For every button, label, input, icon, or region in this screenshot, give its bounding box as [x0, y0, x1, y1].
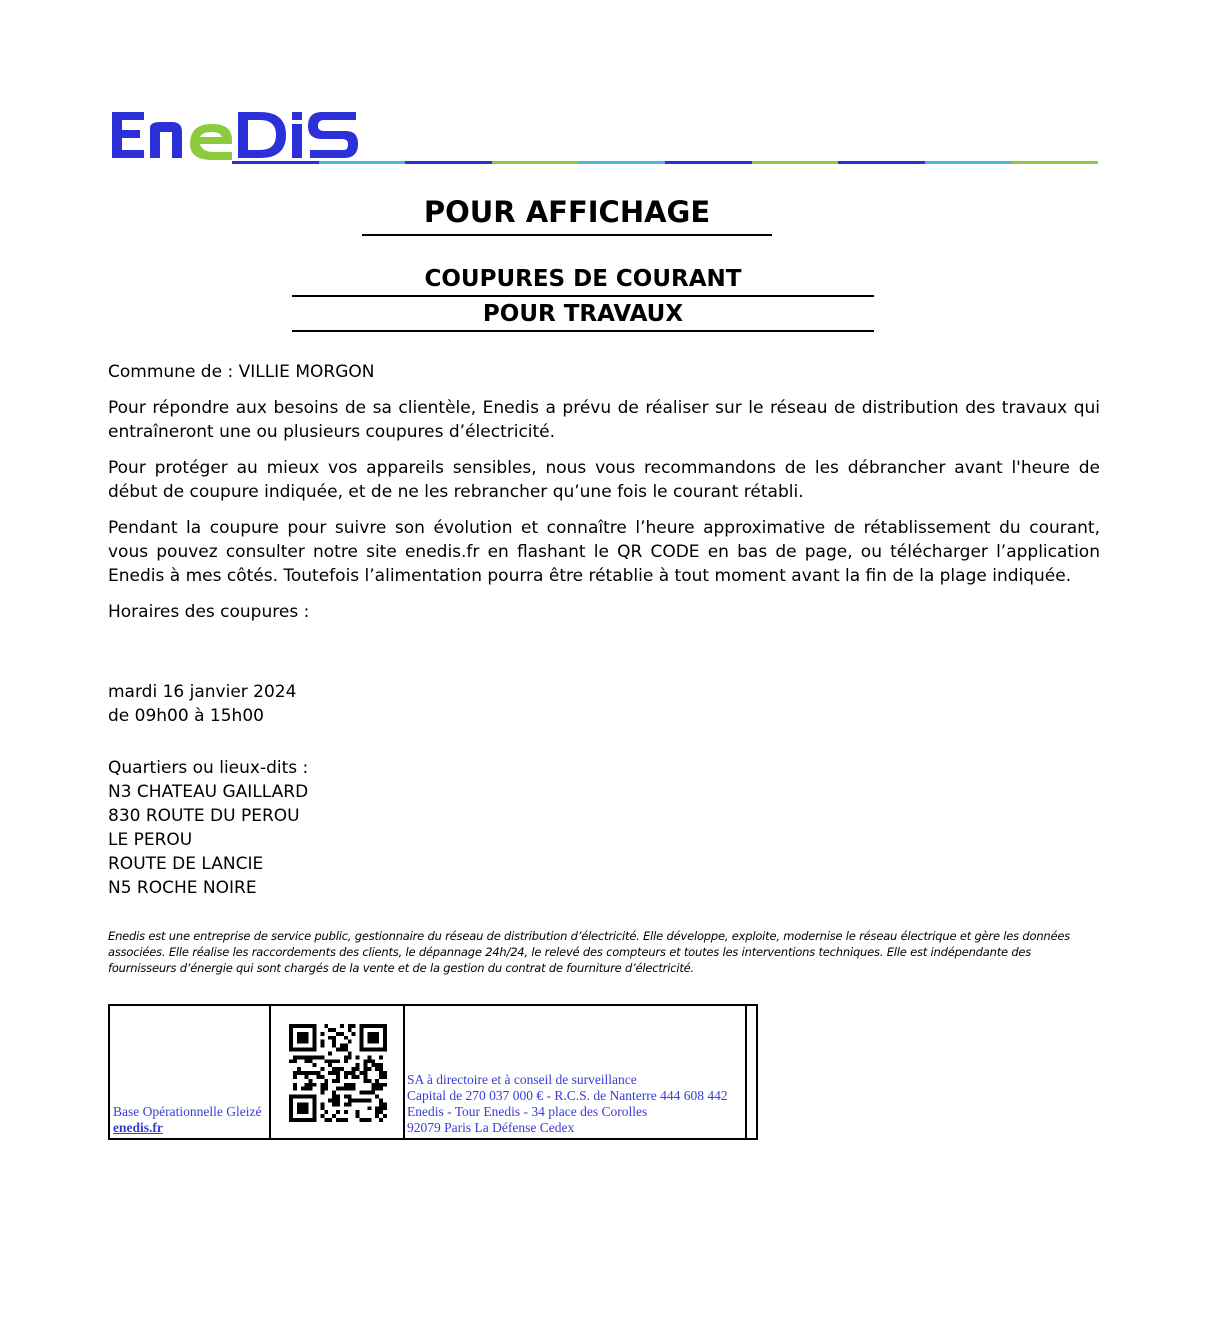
stripe-segment	[492, 161, 579, 164]
legal-line-2: Capital de 270 037 000 € - R.C.S. de Nanterre 444 608 442	[407, 1088, 728, 1103]
outage-time: de 09h00 à 15h00	[108, 706, 264, 726]
stripe-segment	[925, 161, 1012, 164]
stripe-segment	[232, 161, 319, 164]
qr-code-icon[interactable]	[289, 1024, 387, 1122]
place-item: 830 ROUTE DU PEROU	[108, 806, 300, 826]
footer-table	[108, 1004, 758, 1140]
place-item: LE PEROU	[108, 830, 193, 850]
footer-legal-cell	[405, 1006, 747, 1138]
footer-empty-cell	[747, 1006, 756, 1138]
intro-paragraph: Pour répondre aux besoins de sa clientèle, Enedis a prévu de réaliser sur le réseau de distribution des travaux qui entraîneront une ou plusieurs coupures d’électricité.	[108, 398, 1100, 442]
website-link[interactable]: enedis.fr	[113, 1120, 163, 1135]
stripe-segment	[665, 161, 752, 164]
commune-label: Commune de : VILLIE MORGON	[108, 362, 375, 382]
brand-color-stripe	[232, 161, 1098, 164]
legal-line-4: 92079 Paris La Défense Cedex	[407, 1120, 575, 1135]
stripe-segment	[578, 161, 665, 164]
place-item: ROUTE DE LANCIE	[108, 854, 264, 874]
base-label: Base Opérationnelle Gleizé	[113, 1104, 262, 1119]
page-title: POUR AFFICHAGE	[362, 192, 772, 236]
places-label: Quartiers ou lieux-dits :	[108, 758, 309, 778]
enedis-logo	[110, 106, 362, 164]
schedule-label: Horaires des coupures :	[108, 602, 310, 622]
stripe-segment	[319, 161, 406, 164]
stripe-segment	[405, 161, 492, 164]
subtitle-line-1: COUPURES DE COURANT	[292, 263, 874, 297]
footer-qr-cell	[271, 1006, 405, 1138]
enedis-logo-icon	[110, 106, 362, 164]
advice-paragraph: Pour protéger au mieux vos appareils sensibles, nous vous recommandons de les débrancher avant l'heure de début de coupure indiquée, et de ne les rebrancher qu’une fois le courant rétabli.	[108, 458, 1100, 502]
subtitle-line-2: POUR TRAVAUX	[292, 298, 874, 332]
stripe-segment	[1011, 161, 1098, 164]
place-item: N5 ROCHE NOIRE	[108, 878, 257, 898]
company-disclaimer: Enedis est une entreprise de service public, gestionnaire du réseau de distribution d’électricité. Elle développe, exploite, modernise le réseau électrique et gère les données associées. Elle réalise les raccordements des clients, le dépannage 24h/24, le relevé des compteurs et toutes les interventions techniques. Elle est indépendante des fournisseurs d’énergie qui sont chargés de la vente et de la gestion du contrat de fourniture d’électricité.	[108, 929, 1071, 975]
info-paragraph: Pendant la coupure pour suivre son évolution et connaître l’heure approximative de rétablissement du courant, vous pouvez consulter notre site enedis.fr en flashant le QR CODE en bas de page, ou télécharger l’application Enedis à mes côtés. Toutefois l’alimentation pourra être rétablie à tout moment avant la fin de la plage indiquée.	[108, 518, 1100, 586]
outage-date: mardi 16 janvier 2024	[108, 682, 297, 702]
footer-base-cell	[110, 1006, 271, 1138]
stripe-segment	[838, 161, 925, 164]
legal-line-3: Enedis - Tour Enedis - 34 place des Corolles	[407, 1104, 648, 1119]
stripe-segment	[752, 161, 839, 164]
place-item: N3 CHATEAU GAILLARD	[108, 782, 309, 802]
legal-line-1: SA à directoire et à conseil de surveillance	[407, 1072, 637, 1087]
